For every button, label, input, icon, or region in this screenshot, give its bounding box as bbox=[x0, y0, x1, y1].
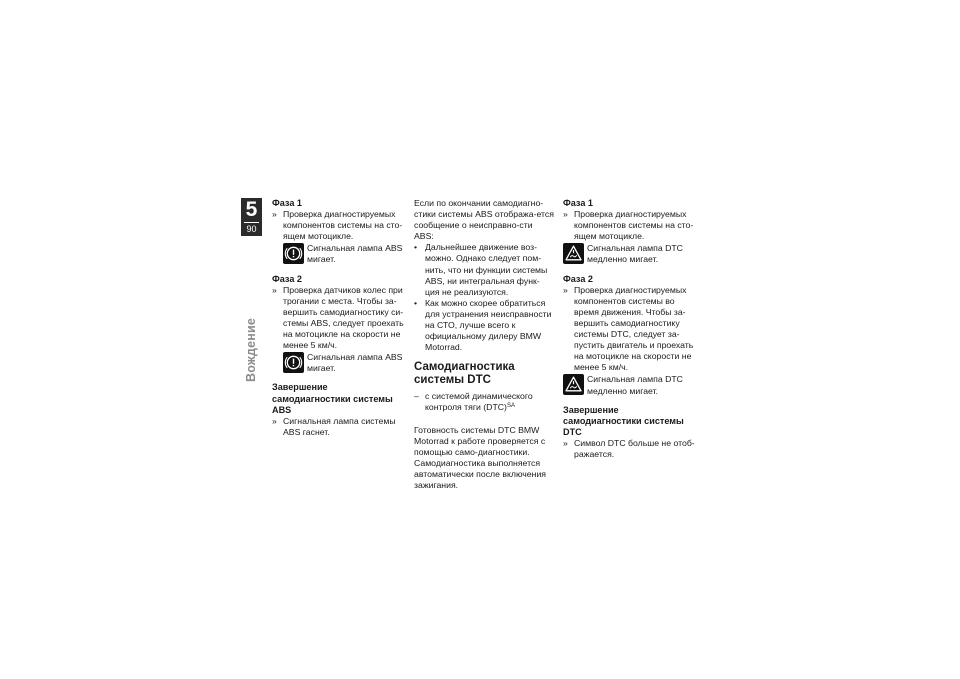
column-1 bbox=[272, 198, 404, 438]
chapter-tab bbox=[241, 198, 262, 236]
heading-phase-2: Фаза 2 bbox=[272, 273, 302, 284]
warning-text: Сигнальная лампа ABS мигает. bbox=[307, 352, 403, 374]
abs-warning-lamp-icon bbox=[283, 352, 304, 373]
dtc-warning-lamp-icon bbox=[563, 374, 584, 395]
step-item: » Символ DTC больше не отоб-ражается. bbox=[563, 437, 695, 459]
step-item: » Проверка диагностируемых компонентов системы на сто-ящем мотоцикле. bbox=[272, 209, 403, 242]
step-item: » Проверка диагностируемых компонентов системы на сто-ящем мотоцикле. bbox=[563, 209, 694, 242]
warning-note bbox=[272, 243, 404, 265]
option-note: – с системой динамического контроля тяги (DTC)$^{SA}$ bbox=[414, 391, 533, 413]
warning-text: Сигнальная лампа DTC медленно мигает. bbox=[587, 243, 683, 265]
step-item: » Сигнальная лампа системы ABS гаснет. bbox=[272, 415, 396, 437]
heading-dtc-complete: Завершение самодиагностики системы DTC bbox=[563, 404, 684, 437]
bullet-item: • Дальнейшее движение воз-можно. Однако следует пом-нить, что ни функции системы ABS, ни интегральная функ-ция не реализуются. bbox=[414, 242, 548, 297]
column-2 bbox=[414, 198, 554, 491]
heading-abs-complete: Завершение самодиагностики системы ABS bbox=[272, 382, 393, 415]
dtc-warning-lamp-icon bbox=[563, 243, 584, 264]
abs-warning-lamp-icon bbox=[283, 243, 304, 264]
heading-phase-1: Фаза 1 bbox=[563, 198, 593, 208]
step-item: » Проверка датчиков колес при трогании с места. Чтобы за-вершить самодиагностику си-стемы ABS, следует проехать на мотоцикле на скорости не менее 5 км/ч. bbox=[272, 284, 404, 351]
warning-note bbox=[272, 352, 404, 374]
bullet-item: • Как можно скорее обратиться для устранения неисправности на СТО, лучше всего к официальному дилеру BMW Motorrad. bbox=[414, 297, 552, 353]
page-number: 90 bbox=[246, 224, 257, 234]
column-3 bbox=[563, 198, 699, 460]
warning-note bbox=[563, 243, 699, 265]
chapter-number: 5 bbox=[245, 198, 258, 221]
heading-phase-2: Фаза 2 bbox=[563, 273, 593, 284]
step-item: » Проверка диагностируемых компонентов системы во время движения. Чтобы за-вершить самодиагностику системы DTC, следует за-пустить двигатель и проехать на мотоцикле на скорости не менее 5 км/ч. bbox=[563, 284, 694, 373]
paragraph: Готовность системы DTC BMW Motorrad к работе проверяется с помощью само-диагностики. Самодиагностика выполняется автоматически после включения зажигания. bbox=[414, 424, 546, 490]
paragraph: Если по окончании самодиагно-стики системы ABS отобража-ется сообщение о неисправно-сти ABS: bbox=[414, 198, 554, 242]
heading-phase-1: Фаза 1 bbox=[272, 198, 302, 208]
section-heading: Самодиагностика системы DTC bbox=[414, 361, 515, 387]
warning-note bbox=[563, 374, 699, 396]
chapter-title: Вождение bbox=[244, 317, 259, 383]
warning-text: Сигнальная лампа DTC медленно мигает. bbox=[587, 374, 683, 396]
warning-text: Сигнальная лампа ABS мигает. bbox=[307, 243, 403, 265]
